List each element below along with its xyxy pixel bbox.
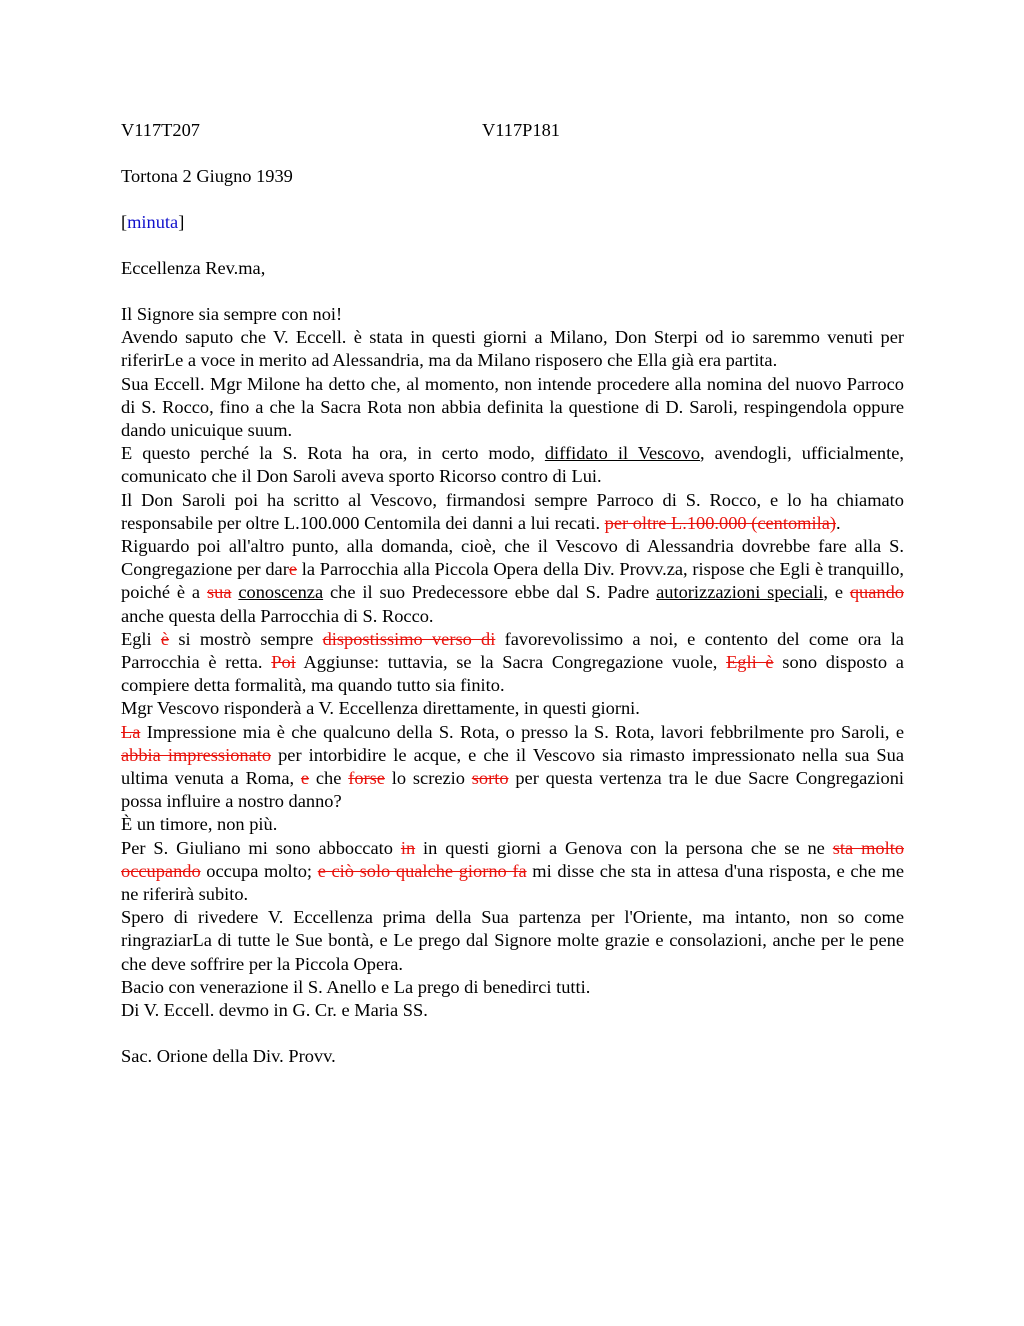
text-run: sono disposto a compiere detta formalità, ma quando tutto sia finito. xyxy=(121,652,904,696)
deleted-text: quando xyxy=(849,582,904,603)
text-run: Aggiunse: tuttavia, se la Sacra Congregazione vuole, xyxy=(295,652,727,673)
body-paragraph-2: Avendo saputo che V. Eccell. è stata in questi giorni a Milano, Don Sterpi od io saremmo venuti per riferirLe a voce in merito ad Alessandria, ma da Milano risposero che Ella già era partita. xyxy=(121,327,904,371)
text-run: anche questa della Parrocchia di S. Rocco. xyxy=(121,605,434,626)
body-paragraph-11 xyxy=(121,837,904,907)
deleted-text: sta molto occupando xyxy=(121,837,905,881)
text-run: , e xyxy=(823,582,850,603)
deleted-text: è xyxy=(160,628,170,649)
deleted-text: e xyxy=(288,559,297,580)
text-run: che il suo Predecessore ebbe dal S. Padre xyxy=(323,582,657,603)
right-code: V117P181 xyxy=(482,120,560,140)
letter-body xyxy=(121,303,904,1022)
deleted-text: abbia impressionato xyxy=(121,744,272,765)
body-paragraph-3: Sua Eccell. Mgr Milone ha detto che, al momento, non intende procedere alla nomina del nuovo Parroco di S. Rocco, fino a che la Sacra Rota non abbia definita la questione di D. Saroli, respingendola oppure dando unicuique suum. xyxy=(121,373,904,441)
deleted-text: e xyxy=(300,768,310,789)
body-paragraph-14: Di V. Eccell. devmo in G. Cr. e Maria SS. xyxy=(121,1000,428,1021)
salutation: Eccellenza Rev.ma, xyxy=(121,258,266,278)
text-run: per intorbidire le acque, e che il Vescovo sia rimasto impressionato nella sua Sua ultima venuta a Roma, xyxy=(121,744,904,789)
body-paragraph-12: Spero di rivedere V. Eccellenza prima della Sua partenza per l'Oriente, ma intanto, non so come ringraziarLa di tutte le Sue bontà, e Le prego dal Signore molte grazie e consolazioni, anche per le pene che deve soffrire per la Piccola Opera. xyxy=(121,907,904,974)
deleted-text: in xyxy=(400,837,416,858)
deleted-text: sua xyxy=(206,582,232,603)
text-run: Impressione mia è che qualcuno della S. Rota, o presso la S. Rota, lavori febbrilmente pro Saroli, e xyxy=(140,721,904,742)
place-date: Tortona 2 Giugno 1939 xyxy=(121,166,293,186)
text-run: Egli xyxy=(121,628,161,649)
draft-note xyxy=(121,211,904,234)
text-run: . xyxy=(835,512,841,533)
text-run: Per S. Giuliano mi sono abboccato xyxy=(121,837,401,858)
text-run: si mostrò sempre xyxy=(169,628,323,649)
body-paragraph-10: È un timore, non più. xyxy=(121,814,278,835)
deleted-text: La xyxy=(121,721,141,742)
text-run: che xyxy=(309,768,349,789)
text-run: la Parrocchia alla Piccola Opera della Div. Provv.za, rispose che Egli è tranquillo, poiché è a xyxy=(121,559,904,603)
body-paragraph-1: Il Signore sia sempre con noi! xyxy=(121,304,343,324)
deleted-text: per oltre L.100.000 (centomila) xyxy=(604,512,836,533)
minuta-link[interactable]: minuta xyxy=(127,212,179,232)
deleted-text: e ciò solo qualche giorno fa xyxy=(317,860,527,881)
text-run: Il Don Saroli poi ha scritto al Vescovo, firmandosi sempre Parroco di S. Rocco, e lo ha chiamato responsabile per oltre L.100.000 Centomila dei danni a lui recati. xyxy=(121,489,904,533)
body-paragraph-8: Mgr Vescovo risponderà a V. Eccellenza direttamente, in questi giorni. xyxy=(121,698,640,719)
text-run: mi disse che sta in attesa d'una risposta, e che me ne riferirà subito. xyxy=(121,860,904,905)
underlined-text: autorizzazioni speciali xyxy=(656,582,824,603)
text-run: lo screzio xyxy=(384,768,472,789)
deleted-text: dispostissimo verso di xyxy=(322,628,496,649)
underlined-text: diffidato il Vescovo xyxy=(544,443,701,464)
body-paragraph-4 xyxy=(121,442,904,488)
text-run: per questa vertenza tra le due Sacre Congregazioni possa influire a nostro danno? xyxy=(121,768,905,812)
deleted-text: Egli è xyxy=(726,652,774,673)
text-run: Riguardo poi all'altro punto, alla domanda, cioè, che il Vescovo di Alessandria dovrebbe fare alla S. Congregazione per dar xyxy=(121,536,904,580)
left-code: V117T207 xyxy=(121,120,201,140)
body-paragraph-13: Bacio con venerazione il S. Anello e La prego di benedirci tutti. xyxy=(121,976,591,997)
deleted-text: forse xyxy=(348,768,385,789)
signature: Sac. Orione della Div. Provv. xyxy=(121,1046,336,1067)
body-paragraph-9 xyxy=(121,721,904,814)
body-paragraph-7 xyxy=(121,628,904,698)
note-open-bracket: [ xyxy=(121,212,128,232)
text-run: E questo perché la S. Rota ha ora, in certo modo, xyxy=(121,443,545,464)
underlined-text: conoscenza xyxy=(238,582,324,603)
deleted-text: sorto xyxy=(471,768,509,789)
document-header xyxy=(121,119,904,142)
body-paragraph-5 xyxy=(121,489,904,535)
text-run: favorevolissimo a noi, e contento del come ora la Parrocchia è retta. xyxy=(121,628,904,673)
text-run: in questi giorni a Genova con la persona che se ne xyxy=(415,837,833,858)
document-page xyxy=(121,119,904,1068)
body-paragraph-6 xyxy=(121,535,904,628)
text-run: occupa molto; xyxy=(200,860,318,881)
text-run: , avendogli, ufficialmente, comunicato che il Don Saroli aveva sporto Ricorso contro di Lui. xyxy=(121,443,904,487)
deleted-text: Poi xyxy=(271,652,296,673)
note-close-bracket: ] xyxy=(178,212,185,232)
